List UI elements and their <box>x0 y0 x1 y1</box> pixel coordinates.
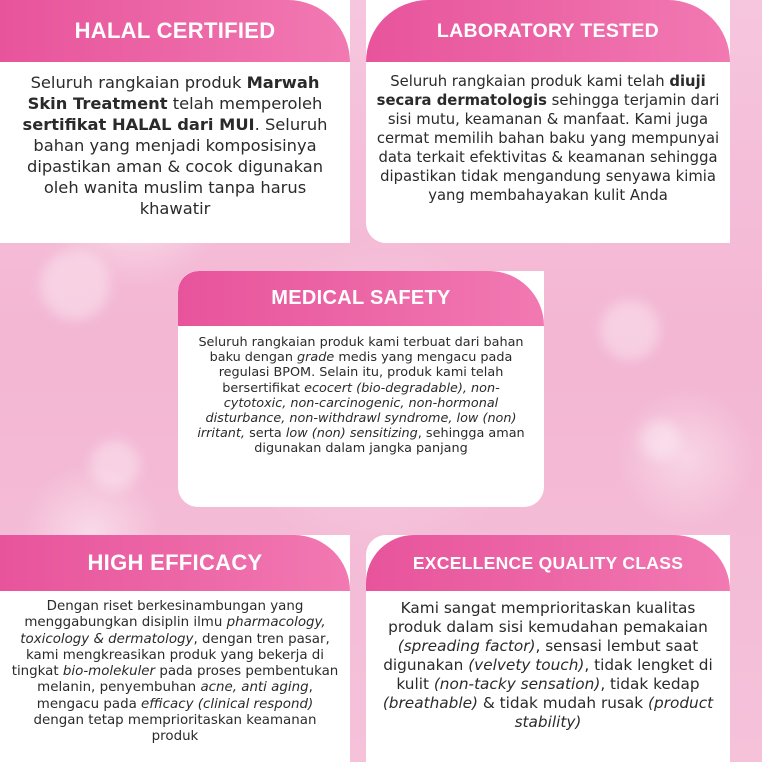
italic-segment: (velvety touch) <box>468 656 585 674</box>
excellence-quality-title: EXCELLENCE QUALITY CLASS <box>366 535 730 591</box>
text-segment: Seluruh rangkaian produk <box>30 73 247 92</box>
text-segment: . Seluruh bahan yang menjadi komposisinya dipastikan aman & cocok digunakan oleh wanita muslim tanpa harus khawatir <box>26 115 328 218</box>
text-segment: , mengacu pada <box>36 680 313 712</box>
text-segment: Dengan riset berkesinambungan yang menggabungkan disiplin ilmu <box>24 599 304 631</box>
background-bokeh <box>90 440 140 490</box>
medical-safety-title: MEDICAL SAFETY <box>178 271 544 326</box>
bold-segment: sertifikat HALAL dari MUI <box>22 115 255 134</box>
halal-certified-card <box>0 0 350 243</box>
halal-certified-title: HALAL CERTIFIED <box>0 0 350 62</box>
italic-segment: pharmacology, toxicology & dermatology <box>20 615 326 647</box>
laboratory-tested-description <box>366 72 730 205</box>
background-bokeh <box>600 300 660 360</box>
medical-safety-card <box>178 271 544 507</box>
text-segment: Kami sangat memprioritaskan kualitas produk dalam sisi kemudahan pemakaian <box>388 599 708 636</box>
italic-segment: (breathable) <box>382 694 479 712</box>
italic-segment: grade <box>297 350 335 366</box>
text-segment: , tidak kedap <box>600 675 700 693</box>
italic-segment: ecocert (bio-degradable), non-cytotoxic, non-carcinogenic, non-hormonal disturbance, non-withdrawl syndrome, low (non) irritant, <box>197 380 517 442</box>
high-efficacy-title: HIGH EFFICACY <box>0 535 350 591</box>
high-efficacy-description <box>0 599 350 746</box>
text-segment: dengan tetap memprioritaskan keamanan produk <box>33 713 317 745</box>
text-segment: sehingga terjamin dari sisi mutu, keamanan & manfaat. Kami juga cermat memilih bahan baku yang mempunyai data terkait efektivitas & keamanan sehingga dipastikan tidak mengandung senyawa kimia yang membahayakan kulit Anda <box>376 92 720 204</box>
text-segment: medis yang mengacu pada regulasi BPOM. Selain itu, produk kami telah bersertifikat <box>218 350 513 396</box>
high-efficacy-card <box>0 535 350 762</box>
italic-segment: (product stability) <box>514 694 714 731</box>
text-segment: serta <box>245 426 286 442</box>
medical-safety-description <box>178 335 544 457</box>
text-segment: , dengan tren pasar, kami mengkreasikan produk yang bekerja di tingkat <box>11 631 330 680</box>
halal-certified-description <box>0 72 350 219</box>
excellence-quality-card <box>366 535 730 762</box>
text-segment: pada proses pembentukan melanin, penyembuhan <box>37 664 339 696</box>
laboratory-tested-title: LABORATORY TESTED <box>366 0 730 62</box>
text-segment: , sensasi lembut saat digunakan <box>383 637 699 674</box>
text-segment: , sehingga aman digunakan dalam jangka panjang <box>254 426 525 457</box>
text-segment: , tidak lengket di kulit <box>396 656 713 693</box>
text-segment: telah memperoleh <box>167 94 323 113</box>
excellence-quality-description <box>366 599 730 732</box>
italic-segment: (spreading factor) <box>397 637 536 655</box>
italic-segment: low (non) sensitizing <box>285 426 418 442</box>
bold-segment: Marwah Skin Treatment <box>27 73 320 113</box>
italic-segment: bio-molekuler <box>62 664 156 680</box>
italic-segment: efficacy (clinical respond) <box>141 696 314 712</box>
text-segment: & tidak mudah rusak <box>478 694 649 712</box>
text-segment: Seluruh rangkaian produk kami terbuat dari bahan baku dengan <box>198 335 524 366</box>
text-segment: Seluruh rangkaian produk kami telah <box>390 73 670 90</box>
laboratory-tested-card <box>366 0 730 243</box>
background-bokeh <box>40 250 110 320</box>
background-bokeh <box>640 420 680 460</box>
italic-segment: (non-tacky sensation) <box>433 675 601 693</box>
bold-segment: diuji secara dermatologis <box>376 73 706 109</box>
italic-segment: acne, anti aging <box>200 680 309 696</box>
